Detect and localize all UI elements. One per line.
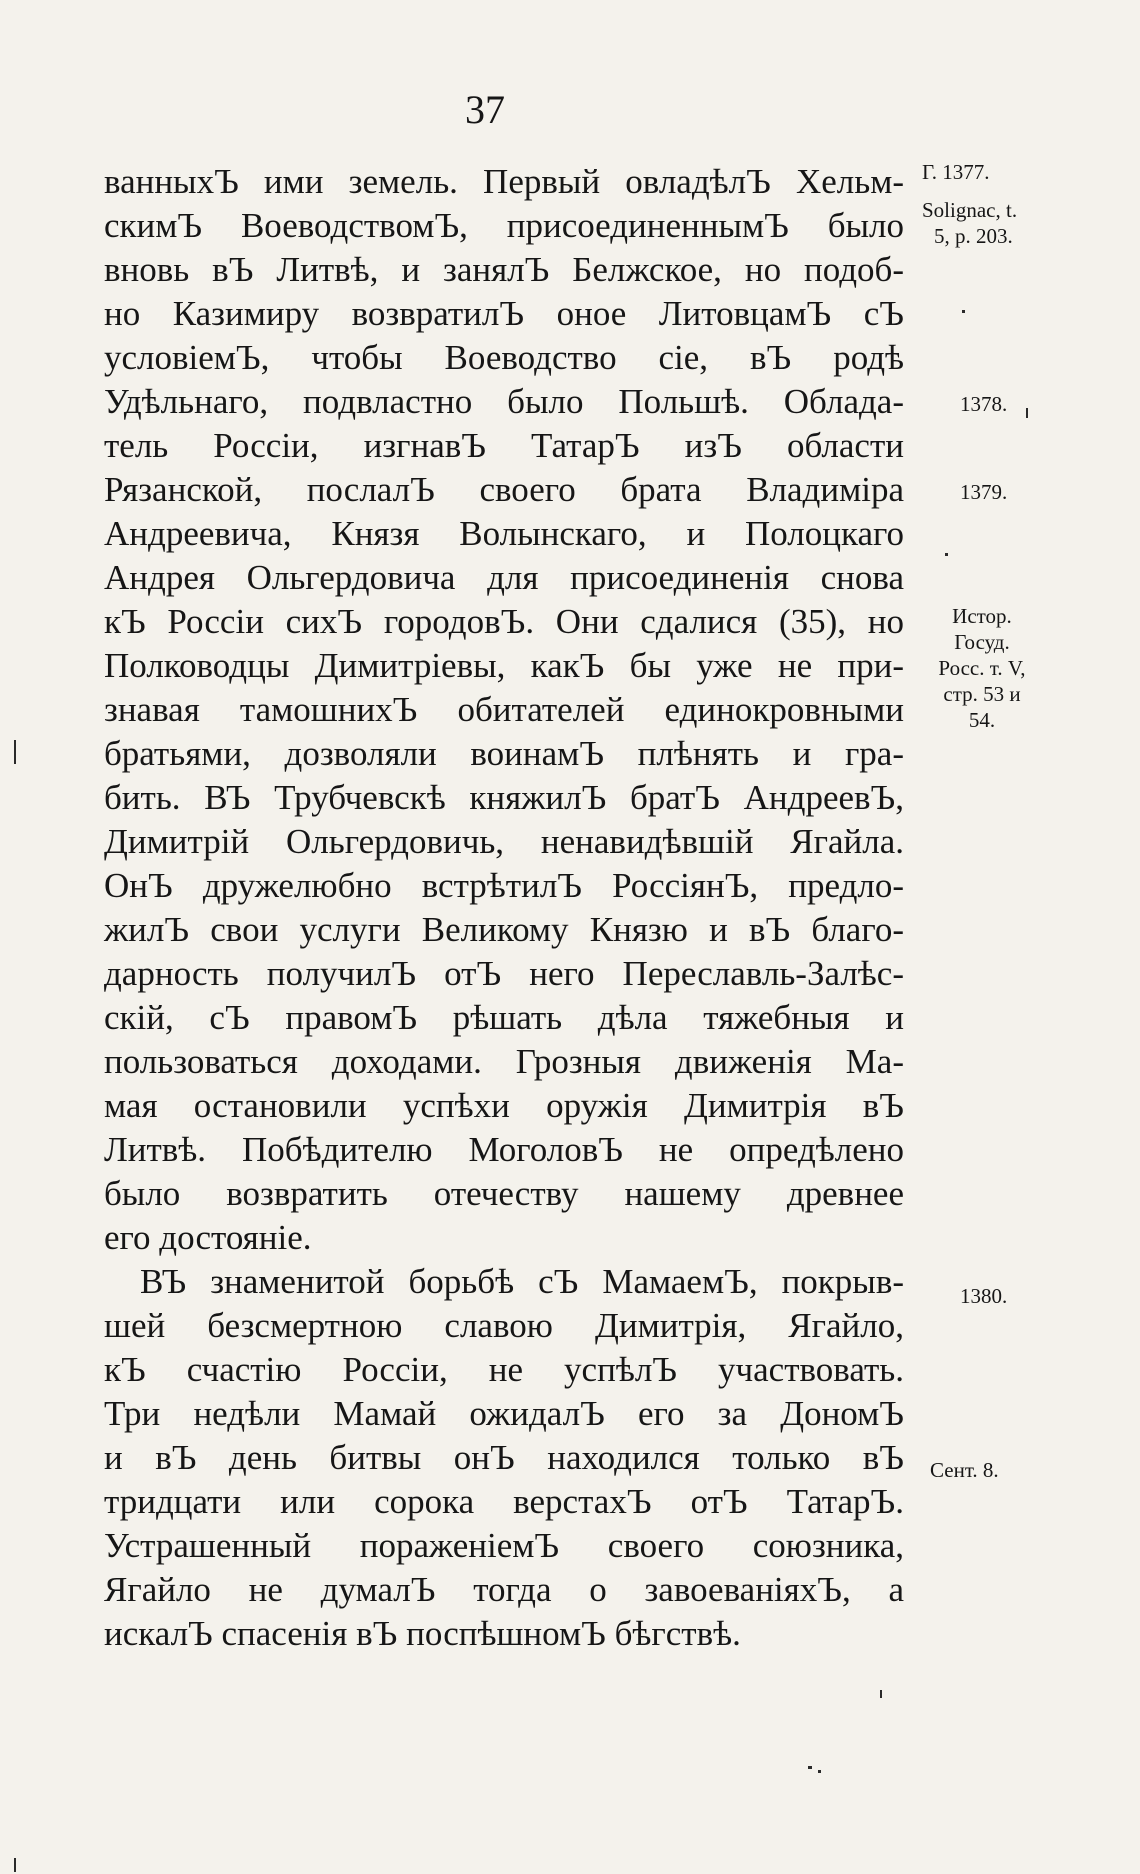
scan-speck <box>945 553 948 556</box>
page-number: 37 <box>465 87 505 132</box>
text-line: Рязанской, послалЪ своего брата Владиміра <box>104 470 904 509</box>
scan-speck <box>1026 408 1028 418</box>
margin-note-solignac-page: 5, p. 203. <box>934 224 1013 248</box>
text-line: тель Россіи, изгнавЪ ТатарЪ изЪ области <box>104 426 904 465</box>
text-line: жилЪ свои услуги Великому Князю и вЪ благо- <box>104 910 904 949</box>
text-line: мая остановили успѣхи оружія Димитрія вЪ <box>104 1086 904 1125</box>
text-line: его достояніе. <box>104 1218 312 1257</box>
margin-note-year-1379: 1379. <box>960 480 1008 504</box>
text-line: Андреевича, Князя Волынскаго, и Полоцкаго <box>104 514 904 553</box>
text-line: ВЪ знаменитой борьбѣ сЪ МамаемЪ, покрыв- <box>140 1262 904 1301</box>
scan-speck <box>880 1690 882 1698</box>
margin-note-istor: Истор. <box>952 604 1012 628</box>
text-line: скимЪ ВоеводствомЪ, присоединеннымЪ было <box>104 206 904 245</box>
text-line: пользоваться доходами. Грозныя движенія Ма- <box>104 1042 904 1081</box>
text-line: искалЪ спасенія вЪ поспѣшномЪ бѣгствѣ. <box>104 1614 741 1653</box>
text-line: ванныхЪ ими земель. Первый овладѣлЪ Хельм- <box>104 162 904 201</box>
text-line: Полководцы Димитріевы, какЪ бы уже не при- <box>104 646 904 685</box>
scan-speck <box>14 740 16 764</box>
text-line: Три недѣли Мамай ожидалЪ его за ДономЪ <box>104 1394 904 1433</box>
text-line: Устрашенный пораженіемЪ своего союзника, <box>104 1526 904 1565</box>
text-line: и вЪ день битвы онЪ находился только вЪ <box>104 1438 904 1477</box>
text-line: тридцати или сорока верстахЪ отЪ ТатарЪ. <box>104 1482 904 1521</box>
margin-note-year-1380: 1380. <box>960 1284 1008 1308</box>
text-line: вновь вЪ Литвѣ, и занялЪ Белжское, но подоб- <box>104 250 904 289</box>
margin-note-page-54: 54. <box>968 708 996 732</box>
text-line: ОнЪ дружелюбно встрѣтилЪ РоссіянЪ, предло- <box>104 866 904 905</box>
margin-note-year-1378: 1378. <box>960 392 1008 416</box>
margin-note-ross-vol: Росс. т. V, <box>938 656 1026 680</box>
scan-speck <box>14 1858 16 1872</box>
text-line: было возвратить отечеству нашему древнее <box>104 1174 904 1213</box>
margin-note-september-8: Сент. 8. <box>930 1458 999 1482</box>
scan-speck <box>962 310 965 313</box>
text-line: Литвѣ. Побѣдителю МоголовЪ не опредѣлено <box>104 1130 904 1169</box>
body-text <box>104 160 904 1656</box>
text-line: кЪ счастію Россіи, не успѣлЪ участвовать. <box>104 1350 904 1389</box>
text-line: знавая тамошнихЪ обитателей единокровными <box>104 690 904 729</box>
text-line: Ягайло не думалЪ тогда о завоеваніяхЪ, а <box>104 1570 904 1609</box>
margin-note-pages: стр. 53 и <box>943 682 1021 706</box>
text-line: скій, сЪ правомЪ рѣшать дѣла тяжебныя и <box>104 998 904 1037</box>
text-line: Удѣльнаго, подвластно было Польшѣ. Облада- <box>104 382 904 421</box>
text-line: Димитрій Ольгердовичь, ненавидѣвшій Ягайла. <box>104 822 904 861</box>
scan-speck <box>818 1770 821 1773</box>
text-line: кЪ Россіи сихЪ городовЪ. Они сдалися (35), но <box>104 602 904 641</box>
text-line: но Казимиру возвратилЪ оное ЛитовцамЪ сЪ <box>104 294 904 333</box>
margin-note-solignac: Solignac, t. <box>922 198 1018 222</box>
text-line: бить. ВЪ Трубчевскѣ княжилЪ братЪ АндреевЪ, <box>104 778 904 817</box>
text-line: братьями, дозволяли воинамЪ плѣнять и гра- <box>104 734 904 773</box>
text-line: шей безсмертною славою Димитрія, Ягайло, <box>104 1306 904 1345</box>
scan-speck <box>808 1766 812 1769</box>
margin-note-gosud: Госуд. <box>954 630 1010 654</box>
paragraph-1 <box>104 160 904 1260</box>
text-line: дарность получилЪ отЪ него Переславль-Залѣс- <box>104 954 904 993</box>
margin-note-year-1377: Г. 1377. <box>922 160 990 184</box>
paragraph-2 <box>104 1260 904 1656</box>
text-line: условіемЪ, чтобы Воеводство сіе, вЪ родѣ <box>104 338 904 377</box>
text-line: Андрея Ольгердовича для присоединенія снова <box>104 558 904 597</box>
